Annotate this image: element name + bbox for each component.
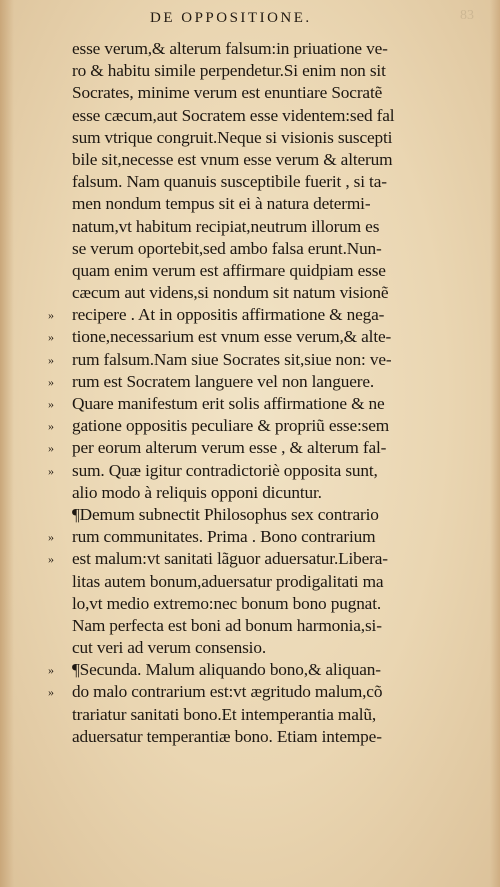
body-text	[48, 38, 478, 748]
line-text: cæcum aut videns,si nondum sit natum visionẽ	[72, 283, 389, 303]
line-text: sum. Quæ igitur contradictoriè opposita sunt,	[72, 460, 378, 480]
line-text: est malum:vt sanitati lãguor aduersatur.Libera-	[72, 549, 388, 569]
text-line	[72, 726, 478, 748]
text-line	[72, 260, 478, 282]
text-line	[72, 282, 478, 304]
line-text: ¶Secunda. Malum aliquando bono,& aliquan-	[72, 660, 381, 680]
text-line	[48, 681, 478, 703]
quotation-marker: »	[48, 352, 53, 367]
line-text: do malo contrarium est:vt ægritudo malum,cõ	[72, 682, 383, 702]
line-text: falsum. Nam quanuis susceptibile fuerit , si ta-	[72, 172, 387, 192]
line-text: esse cæcum,aut Socratem esse videntem:sed fal	[72, 105, 395, 125]
line-text: natum,vt habitum recipiat,neutrum illorum es	[72, 216, 380, 236]
line-text: trariatur sanitati bono.Et intemperantia malũ,	[72, 704, 377, 724]
line-text: ro & habitu simile perpendetur.Si enim non sit	[72, 61, 386, 81]
line-text: quam enim verum est affirmare quidpiam esse	[72, 260, 386, 280]
text-line	[72, 238, 478, 260]
text-line	[72, 38, 478, 60]
line-text: rum communitates. Prima . Bono contrarium	[72, 527, 376, 547]
text-line	[72, 593, 478, 615]
quotation-marker: »	[48, 397, 53, 411]
text-line	[72, 216, 478, 238]
quotation-marker: »	[48, 330, 53, 345]
page-edge-shadow-left	[0, 0, 14, 887]
line-text: lo,vt medio extremo:nec bonum bono pugnat.	[72, 593, 382, 613]
text-line	[48, 415, 478, 437]
quotation-marker: »	[48, 419, 53, 434]
page-edge-shadow-right	[490, 0, 500, 887]
line-text: Socrates, minime verum est enuntiare Socratẽ	[72, 83, 383, 103]
text-line	[72, 127, 478, 149]
line-text: aduersatur temperantiæ bono. Etiam intempe-	[72, 726, 382, 746]
text-line	[48, 437, 478, 459]
line-text: gatione oppositis peculiare & propriũ esse:sem	[72, 416, 390, 436]
line-text: litas autem bonum,aduersatur prodigalitati ma	[72, 571, 384, 591]
running-title: DE OPPOSITIONE.	[150, 10, 312, 26]
line-text: esse verum,& alterum falsum:in priuatione ve-	[72, 39, 388, 58]
page-number: 83	[460, 8, 474, 23]
text-line	[48, 526, 478, 548]
line-text: ¶Demum subnectit Philosophus sex contrario	[72, 504, 379, 524]
text-line	[72, 171, 478, 193]
quotation-marker: »	[48, 530, 53, 545]
text-line	[72, 704, 478, 726]
quotation-marker: »	[48, 552, 53, 567]
line-text: se verum oportebit,sed ambo falsa erunt.Nun-	[72, 238, 382, 258]
line-text: men nondum tempus sit ei à natura determi-	[72, 194, 371, 214]
quotation-marker: »	[48, 463, 53, 478]
line-text: bile sit,necesse est vnum esse verum & alterum	[72, 149, 393, 169]
text-line	[48, 349, 478, 371]
line-text: rum est Socratem languere vel non languere.	[72, 371, 375, 391]
text-line	[48, 326, 478, 348]
text-line	[72, 149, 478, 171]
text-line	[72, 60, 478, 82]
line-text: recipere . At in oppositis affirmatione & nega-	[72, 305, 385, 325]
line-text: sum vtrique congruit.Neque si visionis suscepti	[72, 127, 393, 147]
line-text: Quare manifestum erit solis affirmatione & ne	[72, 394, 385, 413]
text-line	[48, 371, 478, 393]
text-line	[48, 659, 478, 681]
line-text: cut veri ad verum consensio.	[72, 638, 266, 658]
text-line	[72, 482, 478, 504]
text-line	[48, 460, 478, 482]
line-text: per eorum alterum verum esse , & alterum fal-	[72, 438, 387, 458]
text-line	[72, 571, 478, 593]
quotation-marker: »	[48, 685, 53, 700]
quotation-marker: »	[48, 663, 53, 678]
text-line	[48, 393, 478, 415]
text-line	[48, 548, 478, 570]
running-header	[150, 10, 476, 27]
line-text: rum falsum.Nam siue Socrates sit,siue non: ve-	[72, 349, 392, 369]
text-line	[72, 105, 478, 127]
text-line	[72, 82, 478, 104]
quotation-marker: »	[48, 374, 53, 389]
text-line	[72, 193, 478, 215]
line-text: tione,necessarium est vnum esse verum,& alte-	[72, 327, 392, 347]
line-text: alio modo à reliquis opponi dicuntur.	[72, 482, 322, 502]
quotation-marker: »	[48, 308, 53, 323]
quotation-marker: »	[48, 441, 53, 456]
text-line	[72, 504, 478, 526]
line-text: Nam perfecta est boni ad bonum harmonia,si-	[72, 615, 382, 635]
text-line	[72, 615, 478, 637]
text-line	[72, 637, 478, 659]
text-line	[48, 304, 478, 326]
